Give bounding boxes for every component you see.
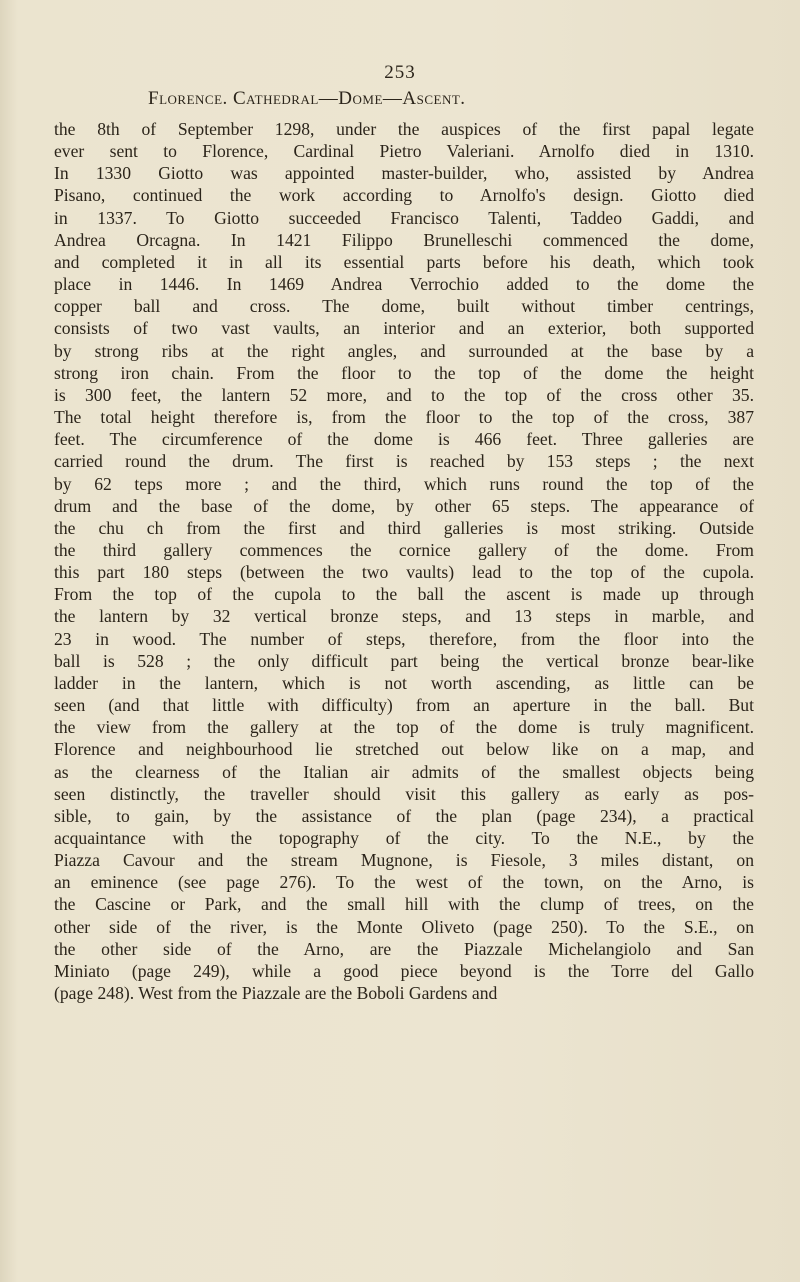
- text-line: in 1337. To Giotto succeeded Francisco Talenti, Taddeo Gaddi, and: [54, 207, 754, 228]
- text-line: ball is 528 ; the only difficult part being the vertical bronze bear-like: [54, 650, 754, 671]
- text-line: acquaintance with the topography of the city. To the N.E., by the: [54, 828, 754, 848]
- running-head: Florence. Cathedral—Dome—Ascent.: [148, 88, 466, 109]
- text-line: the Cascine or Park, and the small hill with the clump of trees, on the: [54, 894, 754, 915]
- text-line: the chu ch from the first and third galleries is most striking. Outside: [54, 517, 754, 538]
- text-line: by 62 teps more ; and the third, which runs round the top of the: [54, 473, 754, 494]
- text-line: seen (and that little with difficulty) from an aperture in the ball. But: [54, 695, 754, 716]
- text-line: is 300 feet, the lantern 52 more, and to the top of the cross other 35.: [54, 384, 754, 405]
- text-line: Andrea Orcagna. In 1421 Filippo Brunelleschi commenced the dome,: [54, 229, 754, 250]
- text-line: ladder in the lantern, which is not worth ascending, as little can be: [54, 672, 754, 693]
- text-line: the lantern by 32 vertical bronze steps, and 13 steps in marble, and: [54, 606, 754, 627]
- text-line: an eminence (see page 276). To the west of the town, on the Arno, is: [54, 872, 754, 893]
- text-line: From the top of the cupola to the ball the ascent is made up through: [54, 584, 754, 605]
- text-line: by strong ribs at the right angles, and surrounded at the base by a: [54, 340, 754, 361]
- text-line: the view from the gallery at the top of the dome is truly magnificent.: [54, 717, 754, 738]
- text-line: place in 1446. In 1469 Andrea Verrochio added to the dome the: [54, 274, 754, 295]
- text-line: the other side of the Arno, are the Piazzale Michelangiolo and San: [54, 938, 754, 959]
- text-line: ever sent to Florence, Cardinal Pietro Valeriani. Arnolfo died in 1310.: [54, 141, 754, 162]
- text-line: Pisano, continued the work according to Arnolfo's design. Giotto died: [54, 185, 754, 206]
- text-line: The total height therefore is, from the floor to the top of the cross, 387: [54, 407, 754, 428]
- text-line: In 1330 Giotto was appointed master-builder, who, assisted by Andrea: [54, 163, 754, 184]
- text-line: 23 in wood. The number of steps, therefore, from the floor into the: [54, 628, 754, 649]
- text-line: consists of two vast vaults, an interior and an exterior, both supported: [54, 318, 754, 339]
- text-line: feet. The circumference of the dome is 466 feet. Three galleries are: [54, 429, 754, 450]
- text-line: seen distinctly, the traveller should visit this gallery as early as pos-: [54, 783, 754, 804]
- text-line: strong iron chain. From the floor to the top of the dome the height: [54, 362, 754, 383]
- text-line: copper ball and cross. The dome, built without timber centrings,: [54, 296, 754, 317]
- text-line: this part 180 steps (between the two vaults) lead to the top of the cupola.: [54, 562, 754, 583]
- text-line: Florence and neighbourhood lie stretched out below like on a map, and: [54, 739, 754, 760]
- text-line: the third gallery commences the cornice gallery of the dome. From: [54, 539, 754, 560]
- text-line: carried round the drum. The first is reached by 153 steps ; the next: [54, 451, 754, 472]
- body-text: [54, 118, 754, 1004]
- text-line: drum and the base of the dome, by other 65 steps. The appearance of: [54, 495, 754, 516]
- text-line: and completed it in all its essential parts before his death, which took: [54, 251, 754, 272]
- text-line: as the clearness of the Italian air admits of the smallest objects being: [54, 761, 754, 782]
- text-line: Piazza Cavour and the stream Mugnone, is Fiesole, 3 miles distant, on: [54, 850, 754, 871]
- text-line: other side of the river, is the Monte Oliveto (page 250). To the S.E., on: [54, 916, 754, 937]
- text-line: the 8th of September 1298, under the auspices of the first papal legate: [54, 119, 754, 139]
- text-line: Miniato (page 249), while a good piece beyond is the Torre del Gallo: [54, 960, 754, 981]
- page-number: 253: [384, 62, 416, 83]
- text-line: sible, to gain, by the assistance of the plan (page 234), a practical: [54, 805, 754, 826]
- text-line: (page 248). West from the Piazzale are the Boboli Gardens and: [54, 983, 498, 1004]
